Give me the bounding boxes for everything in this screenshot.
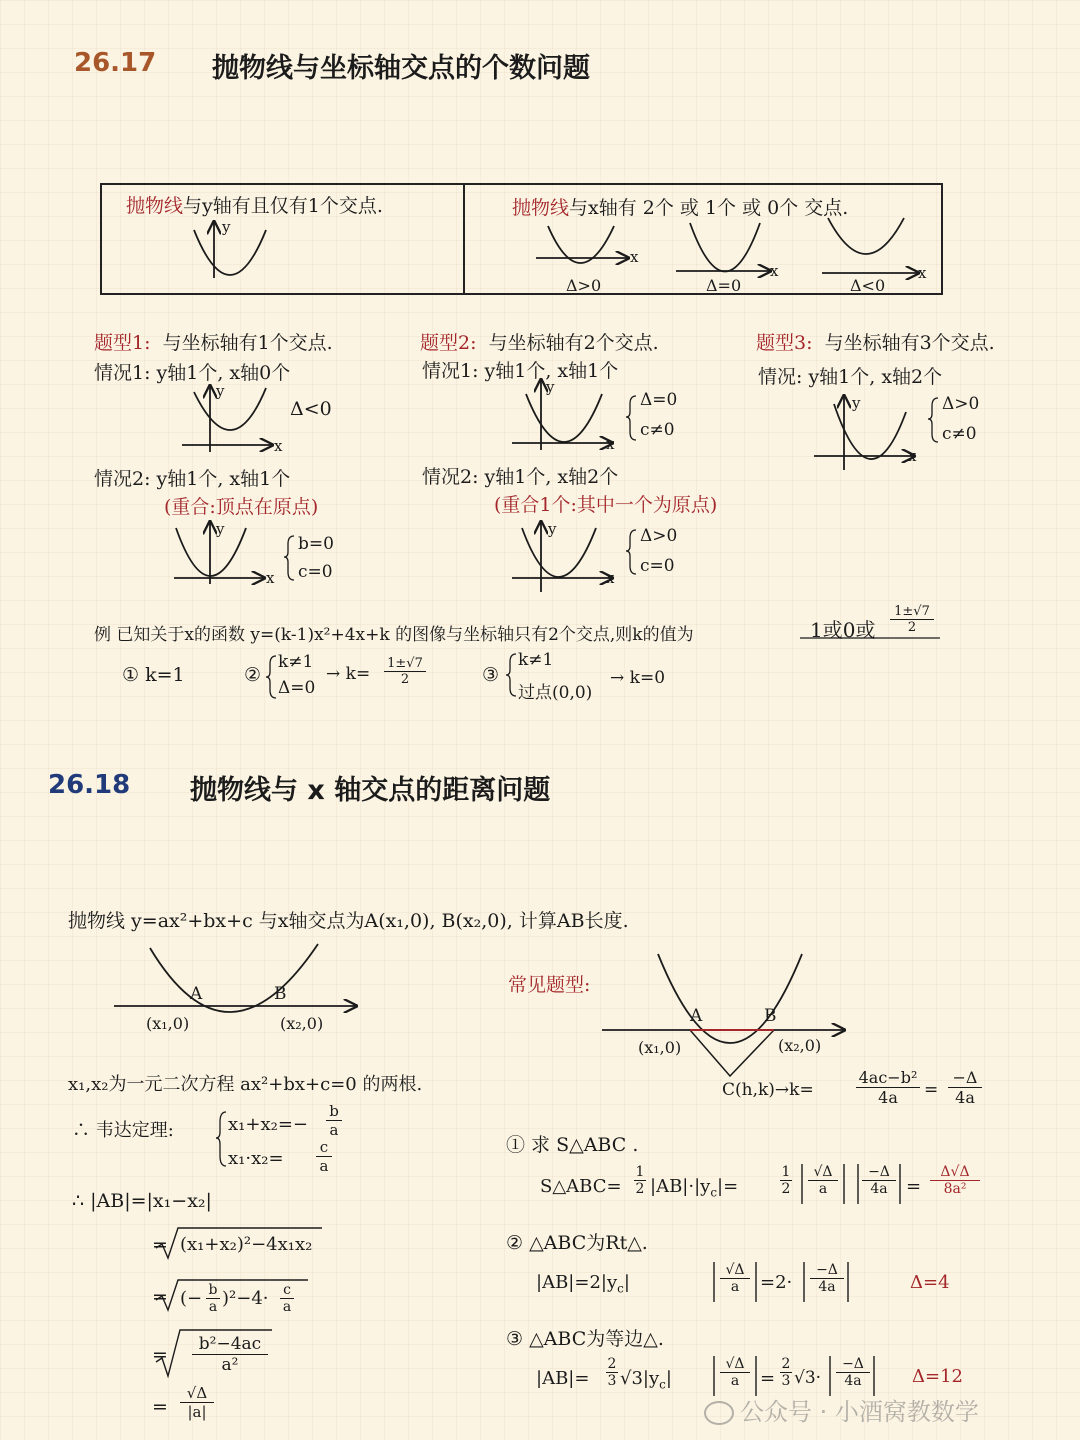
eq-sign: = bbox=[152, 1396, 168, 1418]
question-1: ① 求 S△ABC . bbox=[506, 1134, 639, 1156]
type1-note2: (重合:顶点在原点) bbox=[164, 496, 319, 518]
type2-cond1b: c≠0 bbox=[640, 420, 675, 440]
axis-label-y: y bbox=[216, 382, 225, 400]
fraction-numerator: 1 bbox=[635, 1164, 645, 1180]
q1-area-mid bbox=[650, 1176, 738, 1200]
parabola bbox=[828, 218, 904, 254]
sqrt-delta-over-a bbox=[808, 1164, 838, 1197]
step2-frac2 bbox=[280, 1282, 294, 1315]
type3-cond1b: c≠0 bbox=[942, 424, 977, 444]
brace bbox=[266, 656, 276, 698]
red-term: 抛物线 bbox=[126, 195, 184, 217]
fraction-numerator: 2 bbox=[607, 1356, 617, 1372]
type2-cond2b: c=0 bbox=[640, 556, 675, 576]
common-types-title: 常见题型: bbox=[508, 974, 591, 996]
point-label-a: A bbox=[190, 984, 203, 1004]
type-label: 题型2: bbox=[420, 332, 477, 354]
fraction-denominator: a bbox=[730, 1373, 740, 1389]
axis-label-x: x bbox=[266, 569, 275, 587]
step2-b: )²−4· bbox=[222, 1288, 269, 1309]
step1: (x₁+x₂)²−4x₁x₂ bbox=[180, 1234, 313, 1255]
vieta-prod-fraction bbox=[316, 1138, 332, 1175]
axis-label-y: y bbox=[548, 520, 557, 538]
solution-2b: Δ=0 bbox=[278, 678, 316, 698]
parabola bbox=[690, 223, 760, 272]
parabola bbox=[522, 528, 596, 577]
two-thirds bbox=[780, 1356, 792, 1389]
fraction-denominator: a bbox=[319, 1157, 329, 1175]
fraction-denominator: 4a bbox=[870, 1181, 888, 1197]
q1-eq-text: |= bbox=[717, 1176, 739, 1197]
fraction-denominator: 8a² bbox=[943, 1181, 967, 1197]
type1-cond1: Δ<0 bbox=[290, 398, 332, 420]
delta-eq-label: Δ=0 bbox=[706, 276, 742, 295]
vieta-sum-left: x₁+x₂=− bbox=[228, 1114, 308, 1135]
q1-area-left: S△ABC= bbox=[540, 1176, 622, 1197]
step3-fraction bbox=[192, 1334, 268, 1375]
times-two: =2· bbox=[760, 1272, 793, 1293]
q3-relation-tail: $√3|y_c|$ bbox=[620, 1368, 672, 1392]
solution-2-result: → k= bbox=[326, 664, 371, 684]
fraction-numerator: √Δ bbox=[180, 1384, 214, 1403]
axis-label-x: x bbox=[606, 569, 615, 587]
axis-label-y: y bbox=[222, 218, 231, 236]
eq-sign: = bbox=[906, 1176, 922, 1197]
vieta-sum bbox=[228, 1114, 308, 1135]
type-desc: 与坐标轴有3个交点. bbox=[824, 332, 995, 354]
q2-result: Δ=4 bbox=[910, 1272, 950, 1293]
q2-yc-sub: c bbox=[617, 1281, 624, 1296]
vertex-k-fraction bbox=[856, 1068, 920, 1107]
half-fraction bbox=[634, 1164, 646, 1197]
fraction-numerator: 4ac−b² bbox=[856, 1068, 920, 1088]
fraction-denominator: a bbox=[282, 1299, 292, 1315]
fraction-numerator: −Δ bbox=[862, 1164, 896, 1181]
brace bbox=[928, 398, 938, 442]
type2-heading bbox=[420, 328, 659, 355]
type1-heading bbox=[94, 328, 333, 355]
roots-statement: x₁,x₂为一元二次方程 ax²+bx+c=0 的两根. bbox=[68, 1074, 423, 1095]
eq-sign: = bbox=[924, 1080, 939, 1100]
parabola bbox=[526, 394, 602, 442]
q2-relation-text: |AB|=2|y bbox=[536, 1272, 618, 1293]
fraction-denominator: a bbox=[208, 1299, 218, 1315]
q2-relation: $|AB|=2|y_c|$ bbox=[536, 1272, 630, 1296]
q3-result: Δ=12 bbox=[912, 1366, 963, 1387]
solution-3b: 过点(0,0) bbox=[518, 683, 593, 703]
vieta-sum-fraction bbox=[326, 1102, 342, 1139]
vertex-k-fraction2 bbox=[948, 1068, 982, 1107]
solution-3-result: → k=0 bbox=[610, 668, 666, 688]
fraction-numerator: 2 bbox=[781, 1356, 791, 1372]
sqrt-delta-over-a bbox=[720, 1356, 750, 1389]
fraction-denominator: a bbox=[329, 1121, 339, 1139]
vieta-label: ∴ 韦达定理: bbox=[72, 1120, 174, 1141]
fraction-denominator: 3 bbox=[781, 1373, 791, 1389]
example-text: 例 已知关于x的函数 y=(k-1)x²+4x+k 的图像与坐标轴只有2个交点,则k的值为 bbox=[94, 625, 694, 645]
q1-yc-sub: c bbox=[710, 1185, 718, 1200]
fraction-numerator: √Δ bbox=[720, 1262, 750, 1279]
fraction-denominator: 4a bbox=[818, 1279, 836, 1295]
fraction-numerator: b bbox=[326, 1102, 342, 1121]
section-title: 抛物线与坐标轴交点的个数问题 bbox=[212, 53, 590, 84]
axis-label-y: y bbox=[852, 394, 861, 412]
red-term: 抛物线 bbox=[512, 197, 570, 219]
q3-relation: |AB|= bbox=[536, 1368, 590, 1389]
fraction-denominator: 4a bbox=[878, 1088, 898, 1107]
type2-note2: (重合1个:其中一个为原点) bbox=[494, 494, 718, 516]
ab-formula: ∴ |AB|=|x₁−x₂| bbox=[72, 1190, 212, 1212]
brace bbox=[284, 536, 294, 580]
sqrt3: √3 bbox=[620, 1368, 643, 1389]
fraction-numerator: c bbox=[316, 1138, 332, 1157]
answer-fraction bbox=[890, 604, 934, 635]
parabola bbox=[194, 230, 266, 275]
solution-2a: k≠1 bbox=[278, 652, 314, 672]
type3-case1: 情况: y轴1个, x轴2个 bbox=[758, 366, 943, 388]
solution-1: ① k=1 bbox=[122, 664, 185, 686]
fraction-denominator: a bbox=[730, 1279, 740, 1295]
fraction-numerator: √Δ bbox=[720, 1356, 750, 1373]
solution-2-fraction bbox=[384, 656, 426, 687]
distance-intro: 抛物线 y=ax²+bx+c 与x轴交点为A(x₁,0), B(x₂,0), 计算AB长度. bbox=[68, 910, 629, 932]
solution-3a: k≠1 bbox=[518, 650, 554, 670]
axis-label-x: x bbox=[606, 435, 615, 453]
neg-delta-over-4a bbox=[810, 1262, 844, 1295]
question-3: ③ △ABC为等边△. bbox=[506, 1328, 664, 1350]
type2-case2: 情况2: y轴1个, x轴2个 bbox=[422, 466, 619, 488]
type2-cond2a: Δ>0 bbox=[640, 526, 678, 546]
watermark-text: 公众号 · 小酒窝教数学 bbox=[740, 1398, 979, 1426]
fraction-denominator: 4a bbox=[955, 1088, 975, 1107]
vertex-label: C(h,k)→k= bbox=[722, 1080, 814, 1100]
box-right-text: 与x轴有 2个 或 1个 或 0个 交点. bbox=[569, 197, 849, 219]
parabola bbox=[194, 388, 266, 430]
sqrt-delta-over-a bbox=[720, 1262, 750, 1295]
type1-case1: 情况1: y轴1个, x轴0个 bbox=[94, 362, 291, 384]
axis-label-x: x bbox=[918, 264, 927, 282]
neg-delta-over-4a bbox=[836, 1356, 870, 1389]
fraction-numerator: c bbox=[280, 1282, 294, 1299]
point-label-b: B bbox=[764, 1006, 777, 1026]
fraction-numerator: 1±√7 bbox=[890, 604, 934, 620]
parabola bbox=[150, 944, 318, 1012]
q1-ab-text: |AB|·|y bbox=[650, 1176, 711, 1197]
axis-label-x: x bbox=[908, 447, 917, 465]
fraction-denominator: 2 bbox=[781, 1181, 791, 1197]
eq-sign: = bbox=[152, 1234, 168, 1256]
question-2: ② △ABC为Rt△. bbox=[506, 1232, 648, 1254]
point-label-a: A bbox=[690, 1006, 703, 1026]
label-x2: (x₂,0) bbox=[778, 1036, 822, 1055]
step4-fraction bbox=[180, 1384, 214, 1421]
axis-label-y: y bbox=[216, 520, 225, 538]
q3-yc-sub: c bbox=[659, 1377, 666, 1392]
type-desc: 与坐标轴有1个交点. bbox=[162, 332, 333, 354]
type2-cond1a: Δ=0 bbox=[640, 390, 678, 410]
step2-frac1 bbox=[206, 1282, 220, 1315]
neg-delta-over-4a bbox=[862, 1164, 896, 1197]
delta-gt-label: Δ>0 bbox=[566, 276, 602, 295]
fraction-numerator: b bbox=[206, 1282, 220, 1299]
type-desc: 与坐标轴有2个交点. bbox=[488, 332, 659, 354]
fraction-numerator: Δ√Δ bbox=[930, 1164, 980, 1181]
vieta-prod-left: x₁·x₂= bbox=[228, 1148, 284, 1169]
fraction-numerator: −Δ bbox=[948, 1068, 982, 1088]
times-sqrt3: √3· bbox=[794, 1368, 822, 1388]
fraction-numerator: b²−4ac bbox=[192, 1334, 268, 1355]
parabola bbox=[176, 528, 246, 576]
two-thirds bbox=[606, 1356, 618, 1389]
section-number: 26.18 bbox=[48, 770, 131, 800]
fraction-denominator: 4a bbox=[844, 1373, 862, 1389]
type1-cond2b: c=0 bbox=[298, 562, 333, 582]
fraction-numerator: −Δ bbox=[810, 1262, 844, 1279]
eq-sign: = bbox=[152, 1344, 168, 1366]
fraction-denominator: a² bbox=[221, 1355, 239, 1375]
label-x1: (x₁,0) bbox=[638, 1038, 682, 1057]
type1-cond2a: b=0 bbox=[298, 534, 334, 554]
point-label-b: B bbox=[274, 984, 287, 1004]
fraction-denominator: 2 bbox=[635, 1181, 645, 1197]
fraction-numerator: 1 bbox=[781, 1164, 791, 1180]
label-x2: (x₂,0) bbox=[280, 1014, 324, 1033]
type3-heading bbox=[756, 328, 995, 355]
type-label: 题型3: bbox=[756, 332, 813, 354]
fraction-denominator: |a| bbox=[187, 1403, 207, 1421]
solution-3-label: ③ bbox=[482, 664, 500, 686]
brace bbox=[216, 1112, 226, 1166]
axis-label-x: x bbox=[274, 437, 283, 455]
times-three-eq: = bbox=[760, 1368, 776, 1389]
eq-sign: = bbox=[152, 1286, 168, 1308]
section-title: 抛物线与 x 轴交点的距离问题 bbox=[190, 775, 551, 806]
brace bbox=[506, 654, 516, 696]
fraction-denominator: a bbox=[818, 1181, 828, 1197]
example-answer: 1或0或 bbox=[810, 618, 876, 642]
fraction-numerator: −Δ bbox=[836, 1356, 870, 1373]
fraction-numerator: √Δ bbox=[808, 1164, 838, 1181]
brace bbox=[626, 530, 636, 574]
solution-2-label: ② bbox=[244, 664, 262, 686]
triangle-abc bbox=[690, 1030, 774, 1076]
step2-a: (− bbox=[180, 1288, 203, 1309]
brace bbox=[626, 396, 636, 440]
fraction-denominator: 2 bbox=[907, 620, 917, 635]
half-fraction bbox=[780, 1164, 792, 1197]
type3-cond1a: Δ>0 bbox=[942, 394, 980, 414]
fraction-denominator: 3 bbox=[607, 1373, 617, 1389]
delta-lt-label: Δ<0 bbox=[850, 276, 886, 295]
label-x1: (x₁,0) bbox=[146, 1014, 190, 1033]
section-number: 26.17 bbox=[74, 48, 157, 78]
fraction-denominator: 2 bbox=[400, 672, 410, 687]
type2-case1: 情况1: y轴1个, x轴1个 bbox=[422, 360, 619, 382]
type1-case2: 情况2: y轴1个, x轴1个 bbox=[94, 468, 291, 490]
watermark bbox=[704, 1392, 979, 1427]
axis-label-x: x bbox=[630, 248, 639, 266]
fraction-numerator: 1±√7 bbox=[384, 656, 426, 672]
area-result-fraction bbox=[930, 1164, 980, 1197]
wechat-icon bbox=[704, 1401, 734, 1425]
box-left-text: 与y轴有且仅有1个交点. bbox=[183, 195, 383, 217]
axis-label-y: y bbox=[546, 378, 555, 396]
vieta-prod bbox=[228, 1148, 284, 1169]
axis-label-x: x bbox=[770, 262, 779, 280]
type-label: 题型1: bbox=[94, 332, 151, 354]
